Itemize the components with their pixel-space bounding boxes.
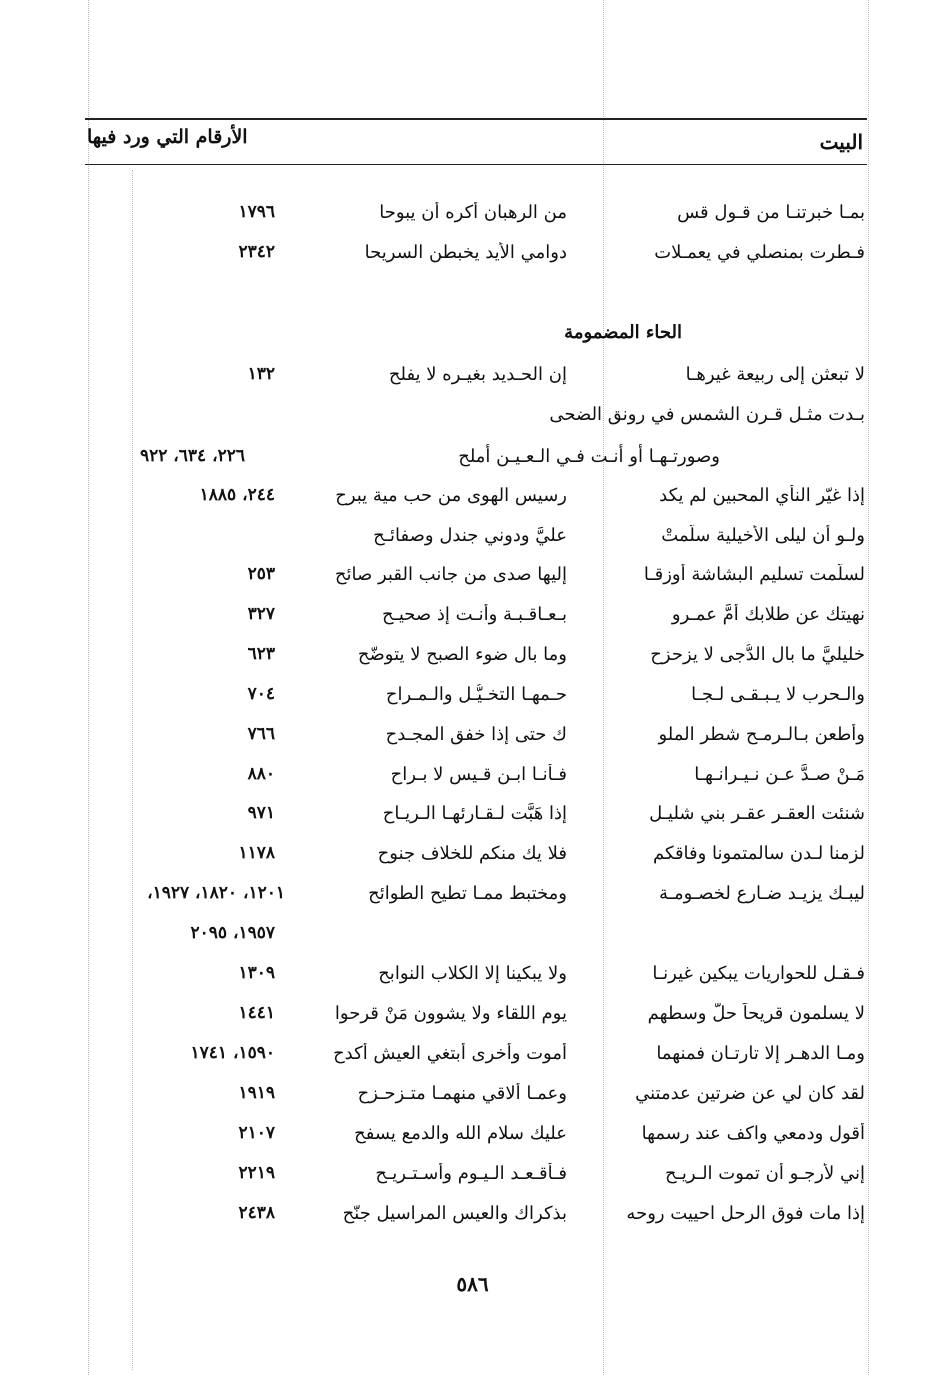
reference-numbers: ١٩١٩ — [238, 1083, 275, 1103]
reference-numbers: ١٩٥٧، ٢٠٩٥ — [190, 923, 275, 943]
verse-row — [0, 1203, 945, 1233]
hemistich-2: فـأقـعـد الـيـوم وأسـتـريـح — [375, 1163, 567, 1184]
hemistich-2: حـمهـا التخـيُّـل والـمـراح — [385, 684, 567, 705]
hemistich-1: ليبـك يزيـد ضـارع لخصـومـة — [659, 883, 865, 904]
hemistich-2: ولا يبكينا إلا الكلاب النوابح — [378, 963, 567, 984]
reference-numbers: ٢٢٦، ٦٣٤، ٩٢٢ — [139, 446, 245, 466]
header-title-verse: البيت — [819, 130, 863, 154]
hemistich-2: بـعـاقـبـة وأنـت إذ صحيـح — [381, 604, 567, 625]
hemistich-2: من الرهبان أكره أن يبوحا — [379, 202, 567, 223]
reference-numbers: ٣٢٧ — [247, 604, 275, 624]
reference-numbers: ٢١٠٧ — [238, 1123, 275, 1143]
verse-row — [0, 764, 945, 794]
reference-numbers: ١٢٠١، ١٨٢٠، ١٩٢٧، — [147, 883, 285, 903]
verse-row — [0, 684, 945, 714]
reference-numbers: ٧٠٤ — [247, 684, 275, 704]
verse-row — [0, 202, 945, 232]
reference-numbers: ١٥٩٠، ١٧٤١ — [190, 1043, 275, 1063]
hemistich-2: إذا هَبَّت لـقـارئهـا الـريـاح — [382, 803, 567, 824]
hemistich-2: عليَّ ودوني جندل وصفائـح — [373, 525, 567, 546]
hemistich-1: ولـو أن ليلى الأخيلية سلّمتْ — [661, 525, 865, 546]
verse-row — [0, 803, 945, 833]
verse-row — [0, 843, 945, 873]
reference-numbers: ١٧٩٦ — [238, 202, 275, 222]
hemistich-2: وما بال ضوء الصبح لا يتوضّح — [357, 644, 567, 665]
hemistich-1: لزمنا لـدن سالمتمونا وفاقكم — [653, 843, 865, 864]
hemistich-1: مَـنْ صـدَّ عـن نـيـرانـهـا — [694, 764, 865, 785]
reference-numbers: ١١٧٨ — [238, 843, 275, 863]
reference-numbers: ١٣٢ — [247, 364, 275, 384]
hemistich-2: دوامي الأيد يخبطن السريحا — [364, 242, 567, 263]
hemistich-1: لا تبعثن إلى ربيعة غيرهـا — [685, 364, 865, 385]
verse-row — [0, 485, 945, 515]
reference-numbers: ١٣٠٩ — [238, 963, 275, 983]
reference-numbers: ١٤٤١ — [238, 1003, 275, 1023]
verse-row — [0, 404, 945, 434]
verse-row — [0, 564, 945, 594]
hemistich-1: لا يسلمون قريحاً حلّ وسطهم — [647, 1003, 865, 1024]
reference-numbers: ٢٤٤، ١٨٨٥ — [199, 485, 275, 505]
hemistich-1: شنئت العقـر عقـر بني شليـل — [649, 803, 865, 824]
hemistich-2: بذكراك والعيس المراسيل جنّح — [342, 1203, 567, 1224]
hemistich-2: إن الحـديد بغيـره لا يفلح — [388, 364, 567, 385]
verse-row — [0, 1083, 945, 1113]
header-title-numbers: الأرقام التي ورد فيها — [87, 126, 248, 148]
verse-row — [0, 724, 945, 754]
hemistich-1: إذا غيّر النأي المحبين لم يكد — [659, 485, 865, 506]
hemistich-2: أموت وأخرى أبتغي العيش أكدح — [333, 1043, 567, 1064]
hemistich-1: فـقـل للحواريات يبكين غيرنـا — [652, 963, 865, 984]
reference-numbers: ٢٤٣٨ — [238, 1203, 275, 1223]
verse-row-continuation — [0, 923, 945, 953]
page-number: ٥٨٦ — [456, 1272, 489, 1296]
hemistich-1: أقول ودمعي واكف عند رسمها — [641, 1123, 865, 1144]
section-title: الحاء المضمومة — [564, 322, 682, 343]
reference-numbers: ٦٢٣ — [247, 644, 275, 664]
hemistich-full: بـدت مثـل قـرن الشمس في رونق الضحى — [549, 404, 865, 425]
hemistich-2: ك حتى إذا خفق المجـدح — [385, 724, 567, 745]
verse-row — [0, 644, 945, 674]
verse-row — [0, 364, 945, 394]
hemistich-1: لقد كان لي عن ضرتين عدمتني — [635, 1083, 865, 1104]
verse-row — [0, 1003, 945, 1033]
hemistich-2: وعمـا ألاقي منهمـا متـزحـزح — [357, 1083, 567, 1104]
verse-row — [0, 1123, 945, 1153]
hemistich-1: لسلّمت تسليم البشاشة أوزقـا — [643, 564, 865, 585]
reference-numbers: ٧٦٦ — [247, 724, 275, 744]
verse-row — [0, 525, 945, 555]
reference-numbers: ٨٨٠ — [247, 764, 275, 784]
verse-row — [0, 1163, 945, 1193]
hemistich-1: خليليَّ ما بال الدُّجى لا يزحزح — [650, 644, 865, 665]
reference-numbers: ٢٢١٩ — [238, 1163, 275, 1183]
hemistich-2: ومختبط ممـا تطيح الطوائح — [368, 883, 567, 904]
hemistich-2: وصورتـهـا أو أنـت فـي الـعـيـن أملح — [458, 446, 720, 467]
hemistich-1: والـحرب لا يـبـقـى لـجـا — [691, 684, 865, 705]
hemistich-1: إذا مات فوق الرحل احييت روحه — [626, 1203, 865, 1224]
hemistich-2: فلا يك منكم للخلاف جنوح — [377, 843, 567, 864]
hemistich-2: فـأنـا ابـن قـيس لا بـراح — [390, 764, 567, 785]
verse-row — [0, 883, 945, 913]
verse-row — [0, 963, 945, 993]
page-header — [85, 118, 867, 165]
hemistich-1: فـطرت بمنصلي في يعمـلات — [654, 242, 865, 263]
hemistich-2: رسيس الهوى من حب مية يبرح — [335, 485, 567, 506]
reference-numbers: ٢٣٤٢ — [238, 242, 275, 262]
hemistich-1: وأطعن بـالـرمـح شطر الملو — [658, 724, 865, 745]
hemistich-1: نهيتك عن طلابك أمَّ عمـرو — [671, 604, 865, 625]
verse-row — [0, 242, 945, 272]
hemistich-2: يوم اللقاء ولا يشوون مَنْ قرحوا — [334, 1003, 567, 1024]
verse-row — [0, 604, 945, 634]
reference-numbers: ٩٧١ — [247, 803, 275, 823]
hemistich-2: عليك سلام الله والدمع يسفح — [354, 1123, 567, 1144]
hemistich-1: ومـا الدهـر إلا تارتـان فمنهما — [656, 1043, 865, 1064]
hemistich-2: إليها صدى من جانب القبر صائح — [334, 564, 567, 585]
verse-row — [0, 446, 945, 476]
reference-numbers: ٢٥٣ — [247, 564, 275, 584]
hemistich-1: إني لأرجـو أن تموت الـريـح — [664, 1163, 865, 1184]
hemistich-1: بمـا خبرتنـا من قـول قس — [677, 202, 865, 223]
verse-row — [0, 1043, 945, 1073]
